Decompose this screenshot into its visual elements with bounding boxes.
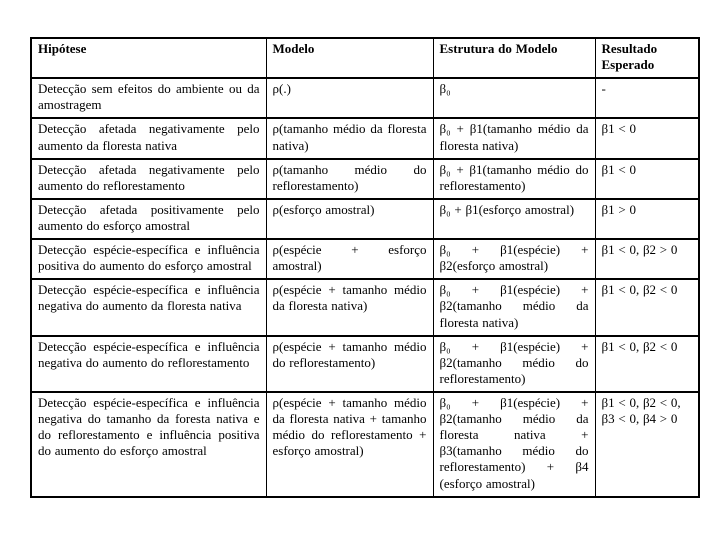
cell-hipotese: Detecção espécie-específica e influência negativa do aumento da floresta nativa [31, 279, 266, 335]
cell-hipotese: Detecção espécie-específica e influência positiva do aumento do esforço amostral [31, 239, 266, 279]
cell-hipotese: Detecção espécie-específica e influência negativa do tamanho da foresta nativa e do reflorestamento e influência positiva do aumento do esforço amostral [31, 392, 266, 497]
table-row [31, 199, 699, 239]
cell-hipotese: Detecção sem efeitos do ambiente ou da amostragem [31, 78, 266, 118]
cell-modelo: ρ(espécie + tamanho médio da floresta nativa) [266, 279, 433, 335]
cell-resultado: β1 < 0 [595, 118, 699, 158]
cell-resultado: - [595, 78, 699, 118]
cell-resultado: β1 < 0, β2 < 0, β3 < 0, β4 > 0 [595, 392, 699, 497]
cell-modelo: ρ(tamanho médio do reflorestamento) [266, 159, 433, 199]
cell-resultado: β1 < 0, β2 < 0 [595, 336, 699, 392]
cell-estrutura: β₀ + β1(espécie) + β2(tamanho médio do reflorestamento) [433, 336, 595, 392]
table-header-row [31, 38, 699, 78]
table-row [31, 118, 699, 158]
table-row [31, 392, 699, 497]
cell-estrutura: β₀ + β1(espécie) + β2(tamanho médio da floresta nativa) [433, 279, 595, 335]
cell-hipotese: Detecção espécie-específica e influência negativa do aumento do reflorestamento [31, 336, 266, 392]
hypotheses-table [30, 37, 700, 498]
table-row [31, 78, 699, 118]
cell-modelo: ρ(tamanho médio da floresta nativa) [266, 118, 433, 158]
cell-hipotese: Detecção afetada negativamente pelo aumento do reflorestamento [31, 159, 266, 199]
cell-resultado: β1 > 0 [595, 199, 699, 239]
cell-resultado: β1 < 0, β2 > 0 [595, 239, 699, 279]
table-row [31, 239, 699, 279]
table-row [31, 279, 699, 335]
header-modelo: Modelo [266, 38, 433, 78]
header-hipotese: Hipótese [31, 38, 266, 78]
header-estrutura: Estrutura do Modelo [433, 38, 595, 78]
table-row [31, 336, 699, 392]
cell-resultado: β1 < 0, β2 < 0 [595, 279, 699, 335]
cell-modelo: ρ(.) [266, 78, 433, 118]
cell-modelo: ρ(espécie + tamanho médio do reflorestamento) [266, 336, 433, 392]
cell-estrutura: β₀ + β1(tamanho médio do reflorestamento) [433, 159, 595, 199]
cell-hipotese: Detecção afetada negativamente pelo aumento da floresta nativa [31, 118, 266, 158]
cell-modelo: ρ(espécie + tamanho médio da floresta nativa + tamanho médio do reflorestamento + esforço amostral) [266, 392, 433, 497]
cell-estrutura: β₀ + β1(esforço amostral) [433, 199, 595, 239]
cell-estrutura: β₀ + β1(espécie) + β2(tamanho médio da floresta nativa + β3(tamanho médio do reflorestamento) + β4 (esforço amostral) [433, 392, 595, 497]
cell-hipotese: Detecção afetada positivamente pelo aumento do esforço amostral [31, 199, 266, 239]
cell-estrutura: β₀ [433, 78, 595, 118]
cell-estrutura: β₀ + β1(espécie) + β2(esforço amostral) [433, 239, 595, 279]
header-resultado: Resultado Esperado [595, 38, 699, 78]
cell-modelo: ρ(esforço amostral) [266, 199, 433, 239]
cell-resultado: β1 < 0 [595, 159, 699, 199]
cell-estrutura: β₀ + β1(tamanho médio da floresta nativa) [433, 118, 595, 158]
table-row [31, 159, 699, 199]
cell-modelo: ρ(espécie + esforço amostral) [266, 239, 433, 279]
